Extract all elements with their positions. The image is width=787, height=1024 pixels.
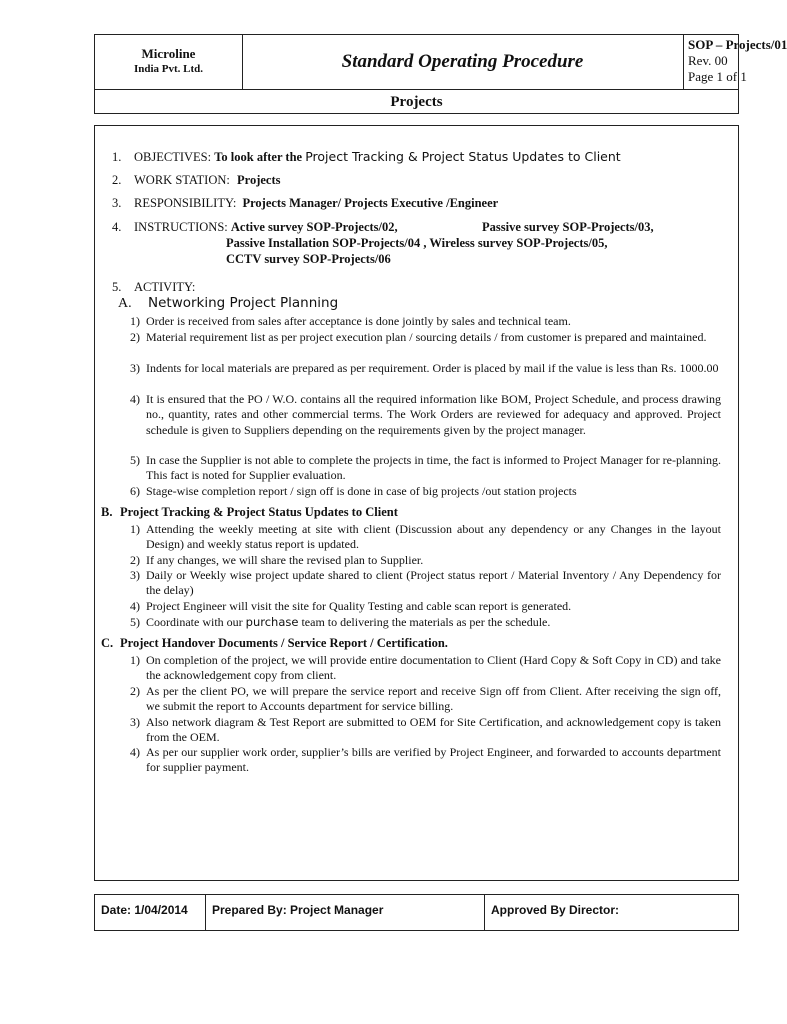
- list-item: [130, 484, 721, 499]
- responsibility-line: [112, 196, 498, 211]
- item-number: 6): [130, 484, 140, 498]
- item-text: Daily or Weekly wise project update shared to client (Project status report / Material Inventory / Any Dependency for the delay): [146, 568, 721, 598]
- section-title: Projects: [390, 94, 443, 110]
- item-number: 1): [130, 522, 140, 536]
- work-station-label: WORK STATION:: [134, 173, 230, 187]
- revision: Rev. 00: [688, 53, 728, 68]
- item-text: Stage-wise completion report / sign off is done in case of big projects /out station projects: [146, 484, 577, 498]
- list-item: [130, 653, 721, 684]
- section-number: 2.: [112, 173, 122, 187]
- item-text: As per the client PO, we will prepare the service report and receive Sign off from Client. After receiving the sign off, we submit the report to Accounts department for service billing.: [146, 684, 721, 714]
- sop-code: SOP – Projects/01: [688, 37, 787, 52]
- item-number: 2): [130, 684, 140, 698]
- item-number: 4): [130, 599, 140, 613]
- company-cell: [95, 35, 243, 89]
- item-number: 2): [130, 553, 140, 567]
- item-text: It is ensured that the PO / W.O. contains all the required information like BOM, Project Schedule, and process drawing no., quantity, rates and other commercial terms. The Work Orders are reviewed for adequacy and approved. Project schedule is given to Suppliers depending on the requirements given by the project manager.: [146, 392, 721, 437]
- activity-c-heading: [101, 636, 448, 651]
- item-text: Material requirement list as per project execution plan / sourcing details / from customer is prepared and maintained.: [146, 330, 707, 344]
- instructions-label: INSTRUCTIONS:: [134, 220, 228, 234]
- section-number: 1.: [112, 150, 122, 164]
- doc-meta-cell: [683, 35, 787, 89]
- footer-date: Date: 1/04/2014: [95, 895, 206, 930]
- list-item: [130, 568, 721, 599]
- item-text: If any changes, we will share the revised plan to Supplier.: [146, 553, 424, 567]
- list-item: [130, 553, 721, 568]
- item-text: Attending the weekly meeting at site with client (Discussion about any dependency or any Changes in the layout Design) and weekly status report is updated.: [146, 522, 721, 552]
- work-station-line: [112, 173, 281, 188]
- item-number: 4): [130, 745, 140, 759]
- item-text: As per our supplier work order, supplier’s bills are verified by Project Engineer, and forwarded to accounts department for supplier payment.: [146, 745, 721, 775]
- item-text: Indents for local materials are prepared as per requirement. Order is placed by mail if the value is less than Rs. 1000.00: [146, 361, 719, 375]
- activity-c-title: Project Handover Documents / Service Report / Certification.: [120, 636, 448, 650]
- company-subtitle: India Pvt. Ltd.: [133, 63, 204, 75]
- list-item: [130, 745, 721, 776]
- list-item: [130, 392, 721, 438]
- instructions-line-1: [112, 220, 398, 235]
- item-number: 1): [130, 653, 140, 667]
- item-number: 3): [130, 715, 140, 729]
- item-text: In case the Supplier is not able to complete the projects in time, the fact is informed to Project Manager for re-planning. This fact is noted for Supplier evaluation.: [146, 453, 721, 483]
- activity-b-title: Project Tracking & Project Status Updates to Client: [120, 505, 398, 519]
- list-item: [130, 684, 721, 715]
- doc-title: Standard Operating Procedure: [341, 51, 584, 72]
- responsibility-value: Projects Manager/ Projects Executive /Engineer: [242, 196, 499, 210]
- activity-b-letter: B.: [101, 505, 113, 519]
- document-header: [94, 34, 787, 90]
- work-station-value: Projects: [237, 173, 281, 187]
- item-number: 4): [130, 392, 140, 406]
- objectives-label: OBJECTIVES:: [134, 150, 212, 164]
- company-name: Microline: [141, 46, 196, 61]
- item-text: Order is received from sales after acceptance is done jointly by sales and technical team.: [146, 314, 571, 328]
- instructions-passive: Passive survey SOP-Projects/03,: [482, 220, 654, 234]
- list-item: [130, 715, 721, 746]
- document-footer: [94, 894, 739, 931]
- page-info: Page 1 of 1: [688, 69, 747, 84]
- instructions-active: Active survey SOP-Projects/02,: [230, 220, 398, 234]
- item-text: team to delivering the materials as per the schedule.: [298, 615, 551, 629]
- activity-line: [112, 280, 195, 295]
- activity-a-letter: A.: [118, 296, 132, 311]
- instructions-line-2: Passive Installation SOP-Projects/04 , Wireless survey SOP-Projects/05,: [226, 236, 608, 250]
- list-item: [130, 453, 721, 484]
- list-item: [130, 599, 721, 614]
- item-number: 3): [130, 361, 140, 375]
- item-number: 3): [130, 568, 140, 582]
- activity-b-heading: [101, 505, 398, 520]
- footer-prepared-by: Prepared By: Project Manager: [206, 895, 485, 930]
- objectives-text: To look after the: [214, 150, 303, 164]
- item-number: 2): [130, 330, 140, 344]
- item-text: Project Engineer will visit the site for Quality Testing and cable scan report is generated.: [146, 599, 572, 613]
- activity-a-heading: [118, 295, 338, 312]
- instructions-line-3: CCTV survey SOP-Projects/06: [226, 252, 391, 266]
- item-text: On completion of the project, we will provide entire documentation to Client (Hard Copy & Soft Copy in CD) and take the acknowledgement copy from client.: [146, 653, 721, 683]
- item-number: 5): [130, 615, 140, 629]
- section-number: 5.: [112, 280, 122, 294]
- objectives-line: [112, 149, 621, 165]
- activity-c-letter: C.: [101, 636, 114, 650]
- doc-title-cell: [242, 35, 684, 89]
- item-number: 1): [130, 314, 140, 328]
- list-item: [130, 330, 721, 345]
- section-number: 3.: [112, 196, 122, 210]
- objectives-highlight: Project Tracking & Project Status Updates to Client: [305, 149, 621, 164]
- section-title-bar: [94, 89, 739, 114]
- section-number: 4.: [112, 220, 122, 234]
- item-number: 5): [130, 453, 140, 467]
- footer-approved-by: Approved By Director:: [491, 903, 620, 917]
- list-item: [130, 361, 721, 376]
- item-text: Coordinate with our: [146, 615, 246, 629]
- list-item: [130, 314, 721, 329]
- responsibility-label: RESPONSIBILITY:: [134, 196, 237, 210]
- list-item: [130, 522, 721, 553]
- activity-label: ACTIVITY:: [134, 280, 196, 294]
- activity-a-title: Networking Project Planning: [148, 295, 339, 311]
- item-text-highlight: purchase: [245, 615, 299, 629]
- item-text: Also network diagram & Test Report are submitted to OEM for Site Certification, and acknowledgement copy is taken from the OEM.: [146, 715, 721, 745]
- list-item: [130, 615, 721, 630]
